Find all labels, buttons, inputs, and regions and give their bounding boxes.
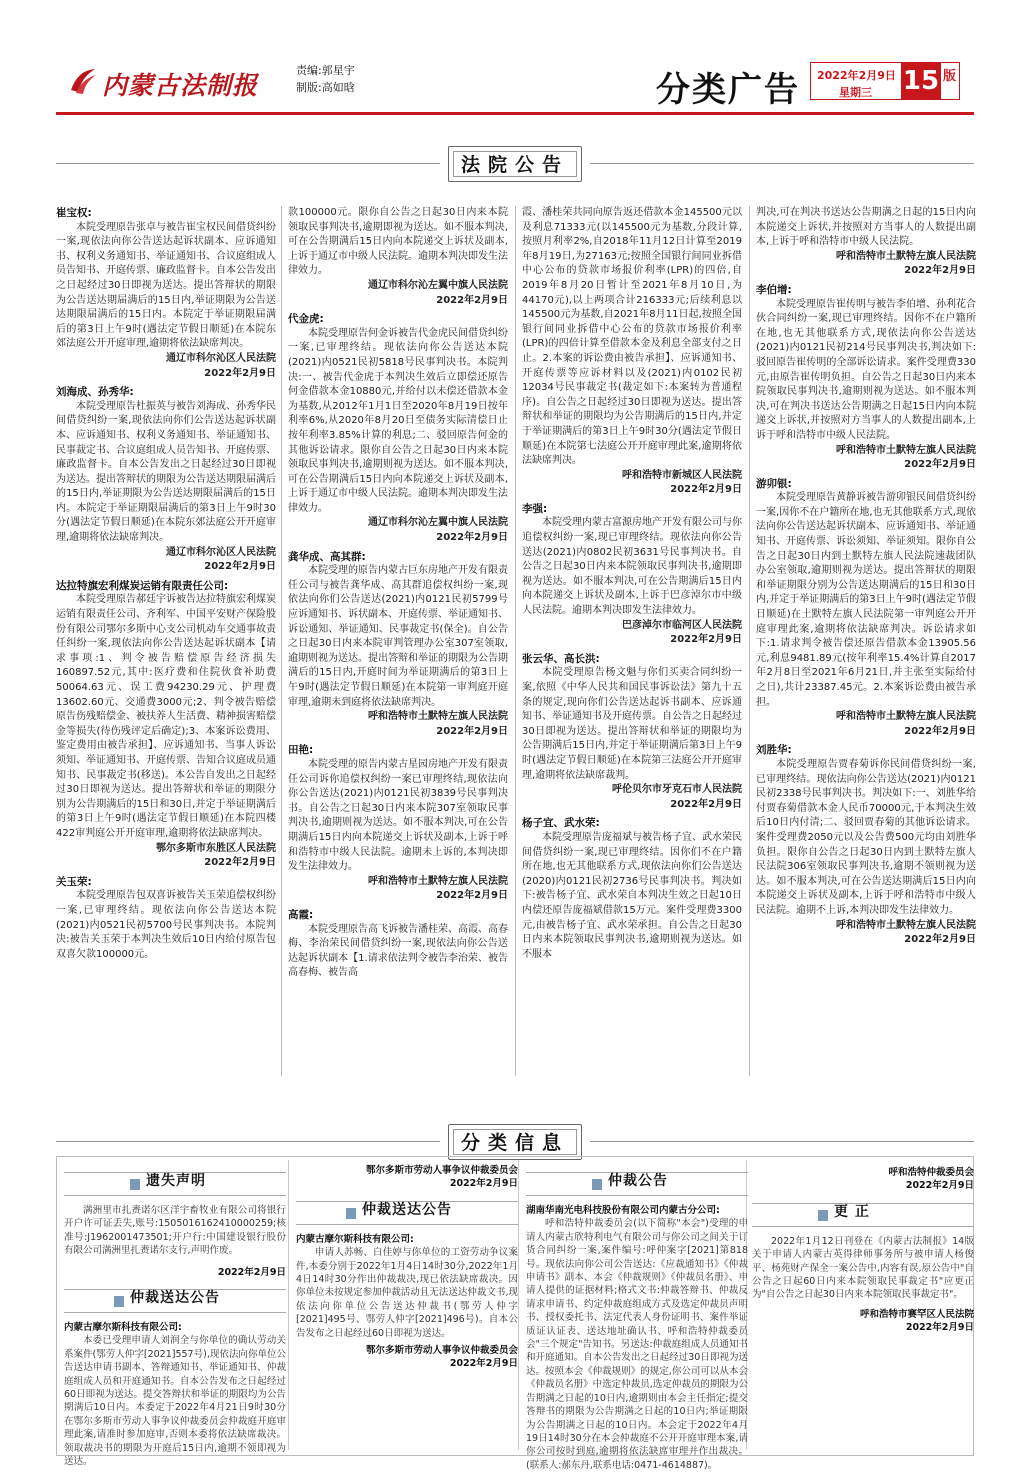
notice-addressee: 代金虎: bbox=[288, 313, 324, 326]
notice-date: 2022年2月9日 bbox=[436, 890, 508, 902]
notice-date: 2022年2月9日 bbox=[204, 367, 276, 379]
notice-body: 本院受理原告庞福斌与被告杨子宜、武水荣民间借贷纠纷一案,现已审理终结。因你们不在户籍所在地,也无其他联系方式,现依法向你们公告送达(2020)内0121民初2736号民事判决书。判决如下:被告杨子宜、武水荣自本判决生效之日起10日内偿还原告庞福斌借款15万元。案件受理费3300元,由被告杨子宜、武水荣承担。自公告之日起30日内来本院领取民事判决书,逾期则视为送达。如不服本 bbox=[522, 831, 742, 960]
court-notice bbox=[56, 579, 276, 871]
notice-addressee: 湖南华南光电科技股份有限公司内蒙古分公司: bbox=[526, 1205, 720, 1216]
notice-court: 通辽市科尔沁左翼中旗人民法院 bbox=[368, 517, 508, 529]
page-number: 15 bbox=[901, 63, 941, 99]
notice-column-2 bbox=[288, 206, 508, 1086]
notice-addressee: 崔宝权: bbox=[56, 207, 92, 219]
notice-court: 通辽市科尔沁左翼中旗人民法院 bbox=[368, 279, 508, 291]
notice-signature: 鄂尔多斯市劳动人事争议仲裁委员会 bbox=[365, 1345, 518, 1357]
producer-name: 制版:高如晗 bbox=[296, 81, 355, 94]
classified-banner bbox=[56, 1124, 974, 1160]
notice-addressee: 内蒙古摩尔斯科技有限公司: bbox=[296, 1233, 414, 1245]
column-divider bbox=[518, 1160, 519, 1450]
lost-notice-head: 遗失声明 bbox=[64, 1172, 286, 1196]
court-notice bbox=[56, 385, 276, 575]
notice-body: 霞、潘桂荣共同向原告返还借款本金145500元以及利息71333元(以145500元为基数,分段计算,按照月利率2%,自2018年11月12日计算至2019年8月19日,为27163元;按照全国银行间同业拆借中心公布的贷款市场报价利率(LPR)的四倍,自2019年8月20日暂计至2021年8月10日,为44170元),以上两项合计216333元;后续利息以145500元为基数,自2021年8月11日起,按照全国银行间同业拆借中心公布的贷款市场报价利率(LPR)的四倍计算至借款本金及利息全部支付之日止。2.本案的诉讼费由被告承担】、应诉通知书、开庭传票等应诉材料以及(2021)内0102民初12034号民事裁定书(裁定如下:本案转为普通程序)。自公告之日起经过30日即视为送达。提出答辩状和举证的期限均为公告期满后的15日内,并定于举证期满后的第3日上午9时30分(遇法定节假日顺延)在本院第七法庭公开开庭审理此案,逾期将依法缺席判决。 bbox=[522, 207, 742, 467]
notice-date: 2022年2月9日 bbox=[449, 1178, 518, 1190]
correction-head: 更 正 bbox=[752, 1203, 974, 1227]
notice-date: 2022年2月9日 bbox=[904, 459, 976, 471]
notice-date: 2022年2月9日 bbox=[204, 561, 276, 573]
court-notice bbox=[756, 283, 976, 473]
notice-addressee: 游卯银: bbox=[756, 477, 792, 490]
court-notice bbox=[288, 908, 508, 981]
notice-body: 本委已受理申请人刘润全与你单位的确认劳动关系案件(鄂劳人仲字[2021]557号),现依法向你单位公告送达申请书副本、答辩通知书、举证通知书、仲裁庭组成人员和开庭通知书。自本公告发布之日起经过60日即视为送达。提交答辩状和举证的期限均为公告期满后10日内。本委定于2022年4月21日9时30分在鄂尔多斯市劳动人事争议仲裁委员会仲裁庭开庭审理此案,请准时参加庭审,否则本委将依法缺席裁决。领取裁决书的期限为开庭后15日内,逾期不领即视为送达。 bbox=[64, 1335, 286, 1468]
banner-line-left bbox=[56, 163, 440, 164]
banner-line-right bbox=[590, 163, 974, 164]
notice-court: 鄂尔多斯市东胜区人民法院 bbox=[156, 842, 276, 854]
notice-addressee: 杨子宜、武水荣: bbox=[522, 817, 600, 830]
notice-date: 2022年2月9日 bbox=[670, 798, 742, 810]
notice-court: 呼和浩特市土默特左旗人民法院 bbox=[836, 711, 976, 723]
page-ban-label: 版 bbox=[943, 69, 957, 84]
issue-date: 2022年2月9日 bbox=[817, 69, 896, 82]
issue-weekday: 星期三 bbox=[839, 86, 872, 99]
classified-column-1 bbox=[64, 1162, 286, 1468]
court-notice bbox=[522, 502, 742, 648]
square-bullet-icon bbox=[346, 1208, 356, 1219]
court-notice bbox=[756, 206, 976, 279]
logo-swoosh-icon bbox=[68, 66, 98, 96]
editor-name: 责编:郭星宇 bbox=[296, 64, 355, 77]
notice-court: 呼和浩特市土默特左旗人民法院 bbox=[368, 875, 508, 887]
notice-addressee: 高霞: bbox=[288, 908, 314, 921]
logo-text: 内蒙古法制报 bbox=[102, 71, 259, 100]
notice-addressee: 龚华成、高其群: bbox=[288, 550, 366, 563]
notice-body: 申请人苏畅、白佳婷与你单位的工资劳动争议案件,本委分别于2022年1月4日14时30分,2022年1月4日14时30分作出仲裁裁决,现已依法缺席裁决。因你单位未按规定参加仲裁活动且无法送达仲裁文书,现依法向你单位公告送达仲裁书(鄂劳人仲字[2021]495号、鄂劳人仲字[2021]496号)。自本公告发布之日起经过60日即视为送达。 bbox=[296, 1247, 518, 1339]
classified-column-3 bbox=[526, 1162, 748, 1471]
notice-body: 本院受理的原告内蒙古星园房地产开发有限责任公司诉你追偿权纠纷一案已审理终结,现依法向你公告送达(2021)内0121民初3839号民事判决书。自公告之日起30日内来本院307室领取民事判决书,逾期则视为送达。如不服本判决,可在公告期满后15日内向本院递交上诉状及副本,上诉于呼和浩特市中级人民法院。逾期未上诉的,本判决即发生法律效力。 bbox=[288, 758, 508, 873]
court-notice bbox=[522, 206, 742, 498]
notice-court: 通辽市科尔沁区人民法院 bbox=[166, 352, 276, 364]
notice-body: 本院受理内蒙古富源房地产开发有限公司与你追偿权纠纷一案,现已审理终结。现依法向你公告送达(2021)内0802民初3631号民事判决书。自公告之日起30日内来本院领取民事判决书,逾期即视为送达。如不服本判决,可在公告期满后15日内向本院递交上诉状及副本,上诉于巴彦淖尔市中级人民法院。逾期本判决即发生法律效力。 bbox=[522, 517, 742, 617]
notice-column-3 bbox=[522, 206, 742, 1086]
notice-date: 2022年2月9日 bbox=[904, 934, 976, 946]
court-notice bbox=[288, 743, 508, 904]
notice-date: 2022年2月9日 bbox=[204, 857, 276, 869]
notice-court: 通辽市科尔沁区人民法院 bbox=[166, 546, 276, 558]
notice-column-4 bbox=[756, 206, 976, 1086]
notice-signature: 鄂尔多斯市劳动人事争议仲裁委员会 bbox=[365, 1165, 518, 1176]
court-notice bbox=[56, 206, 276, 381]
correction-body: 2022年1月12日刊登在《内蒙古法制报》14版关于申请人内蒙古英得律师事务所与被申请人杨俊平、杨苑财产保全一案公告中,内容有误,原公告中"自公告之日起60日内来本院领取民事裁定书"应更正为"自公告之日起30日内来本院领取民事裁定书"。 bbox=[752, 1235, 974, 1301]
square-bullet-icon bbox=[130, 1179, 140, 1190]
arbitration-serve-head: 仲裁送达公告 bbox=[64, 1289, 286, 1313]
notice-body: 本院受理原告贾春菊诉你民间借贷纠纷一案,已审理终结。现依法向你公告送达(2021)内0121民初2338号民事判决书。判决如下:一、刘胜华给付贾春菊借款本金人民币70000元,于本判决生效后10日内付清;二、驳回贾春菊的其他诉讼请求。案件受理费2050元以及公告费500元均由刘胜华负担。限你自公告之日起30日内到土默特左旗人民法院306室领取民事判决书,逾期不领则视为送达。如不服本判决,可在公告送达期满后15日内向本院递交上诉状及副本,上诉于呼和浩特市中级人民法院。逾期不上诉,本判决即发生法律效力。 bbox=[756, 758, 976, 916]
notice-court: 呼和浩特市土默特左旗人民法院 bbox=[836, 250, 976, 262]
notice-body: 本院受理原告杜振英与被告刘海成、孙秀华民间借贷纠纷一案,现依法向你们公告送达起诉状副本、应诉通知书、权利义务通知书、举证通知书、民事裁定书、合议庭组成人员告知书、开庭传票、廉政监督卡。自本公告发出之日起经过30日即视为送达。提出答辩状的期限为公告送达期限届满后的15日内,举证期限为公告送达期限届满后的15日内。本院定于举证期限届满后的第3日上午9时30分(遇法定节假日顺延)在本院东郊法庭公开开庭审理,逾期将依法缺席判决。 bbox=[56, 400, 276, 544]
date-box bbox=[810, 62, 960, 100]
notice-date: 2022年2月9日 bbox=[905, 1180, 974, 1192]
court-notice bbox=[288, 206, 508, 308]
notice-body: 呼和浩特仲裁委员会(以下简称"本会")受理的申请人内蒙古欣特利电气有限公司与你公司之间关于订货合同纠纷一案,案件编号:呼仲案字[2021]第818号。现依法向你公司公告送达:《应裁通知书》《仲裁申请书》副本、本会《仲裁规则》《仲裁员名册》、申请人提供的证据材料;格式文书:仲裁答辩书、仲裁反请求申请书、约定仲裁庭组成方式及选定仲裁员声明书、授权委托书、法定代表人身份证明书、案件举证质证认证表、送达地址确认书、呼和浩特仲裁委员会"三个规定"告知书。另送达:仲裁庭组成人员通知书和开庭通知。自本公告发出之日起经过30日即视为送达。按照本会《仲裁规则》的规定,你公司可以从本会《仲裁员名册》中选定仲裁员,选定仲裁员的期限为公告期满之日起的10日内,逾期则由本会主任指定;提交答辩书的期限为公告期满之日起的10日内;举证期限为公告期满之日起的10日内。本会定于2022年4月19日14时30分在本会仲裁庭不公开开庭审理本案,请你公司按时到庭,逾期将依法缺席审理并作出裁决。(联系人:郝东丹,联系电话:0471-4614887)。 bbox=[526, 1218, 748, 1471]
court-notice bbox=[756, 477, 976, 740]
banner-line-right bbox=[590, 1141, 974, 1142]
arbitration-serve-head: 仲裁送达公告 bbox=[296, 1201, 518, 1225]
notice-addressee: 内蒙古摩尔斯科技有限公司: bbox=[64, 1322, 182, 1334]
square-bullet-icon bbox=[114, 1296, 124, 1307]
notice-addressee: 李伯增: bbox=[756, 283, 792, 296]
notice-date: 2022年2月9日 bbox=[436, 532, 508, 544]
notice-body: 本院受理原告包双喜诉被告关玉荣追偿权纠纷一案,已审理终结。现依法向你公告送达本院(2021)内0521民初5700号民事判决书。本院判决:被告关玉荣于本判决生效后10日内给付原告包双喜欠款100000元。 bbox=[56, 890, 276, 960]
notice-body: 判决,可在判决书送达公告期满之日起的15日内向本院递交上诉状,并按照对方当事人的人数提出副本,上诉于呼和浩特市中级人民法院。 bbox=[756, 207, 976, 248]
column-divider bbox=[288, 1160, 289, 1450]
notice-court: 呼和浩特市土默特左旗人民法院 bbox=[368, 711, 508, 723]
court-notice bbox=[756, 743, 976, 947]
notice-court: 呼和浩特市土默特左旗人民法院 bbox=[836, 919, 976, 931]
banner-tag bbox=[448, 1124, 582, 1160]
banner-title: 法院公告 bbox=[453, 151, 577, 177]
square-bullet-icon bbox=[592, 1179, 602, 1190]
notice-column-1 bbox=[56, 206, 276, 1086]
lost-notice-date: 2022年2月9日 bbox=[217, 1266, 286, 1278]
column-divider bbox=[515, 206, 516, 1076]
notice-addressee: 田艳: bbox=[288, 744, 314, 757]
notice-court: 巴彦淖尔市临河区人民法院 bbox=[622, 619, 742, 631]
notice-date: 2022年2月9日 bbox=[904, 725, 976, 737]
notice-body: 本院受理原告高飞诉被告潘桂荣、高霞、高春梅、李治荣民间借贷纠纷一案,现依法向你公告送达起诉状副本【1.请求依法判令被告李治荣、被告高春梅、被告高 bbox=[288, 923, 508, 979]
notice-body: 本院受理原告张卓与被告崔宝权民间借贷纠纷一案,现依法向你公告送达起诉状副本、应诉通知书、权利义务通知书、举证通知书、合议庭组成人员告知书、开庭传票、廉政监督卡。自本公告发出之日起经过30日即视为送达。提出答辩状的期限为公告送达期届满后的15日内,举证期限为公告送达期限届满后的15日内。本院定于举证期限届满后的第3日上午9时(遇法定节假日顺延)在本院东郊法庭公开开庭审理,逾期将依法缺席判决。 bbox=[56, 221, 276, 350]
notice-body: 本院受理原告杨文魁与你们买卖合同纠纷一案,依照《中华人民共和国民事诉讼法》第九十五条的规定,现向你们公告送达起诉书副本、应诉通知书、举证通知书及开庭传票。自公告之日起经过30日即视为送达。提出答辩状和举证的期限均为公告期满后15日内,并定于举证期满后第3日上午9时(遇法定节假日顺延)在本院第三法庭公开开庭审理,逾期将依法缺席裁判。 bbox=[522, 667, 742, 781]
court-notice bbox=[56, 875, 276, 963]
notice-court: 呼和浩特市新城区人民法院 bbox=[622, 469, 742, 481]
editor-credits bbox=[296, 62, 355, 96]
notice-body: 本院受理原告黄静诉被告游卯银民间借贷纠纷一案,因你不在户籍所在地,也无其他联系方式,现依法向你公告送达起诉状副本、应诉通知书、举证通知书、开庭传票、诉讼须知、举证须知。限你自公告之日起30日内到土默特左旗人民法院速裁团队办公室领取,逾期则视为送达。提出答辩状的期限和举证期限分别为公告送达期满后的15日和30日内,并定于举证期满后的第3日上午9时(遇法定节假日顺延)在土默特左旗人民法院第一审判庭公开开庭审理此案,逾期将依法缺席判决。诉讼请求如下:1.请求判令被告偿还原告借款本金13905.56元,利息9481.89元(按年利率15.4%计算自2017年2月8日至2021年6月21日,并主张至实际给付之日),共计23387.45元。2.本案诉讼费由被告承担。 bbox=[756, 492, 976, 708]
notice-date: 2022年2月9日 bbox=[670, 634, 742, 646]
notice-date: 2022年2月9日 bbox=[904, 265, 976, 277]
notice-addressee: 刘胜华: bbox=[756, 744, 792, 757]
court-notice-banner bbox=[56, 146, 974, 182]
newspaper-logo bbox=[68, 64, 278, 98]
square-bullet-icon bbox=[818, 1210, 828, 1221]
notice-body: 本院受理原告崔传明与被告李伯增、孙利花合伙合同纠纷一案,现已审理终结。因你不在户籍所在地,也无其他联系方式,现依法向你公告送达(2021)内0121民初214号民事判决书,判决如下:驳回原告崔传明的全部诉讼请求。案件受理费330元,由原告崔传明负担。自公告之日起30日内来本院领取民事判决书,逾期则视为送达。如不服本判决,可在判决书送达公告期满之日起15日内向本院递交上诉状,并按照对方当事人的人数提出副本,上诉于呼和浩特市中级人民法院。 bbox=[756, 298, 976, 441]
notice-date: 2022年2月9日 bbox=[449, 1358, 518, 1370]
notice-date: 2022年2月9日 bbox=[436, 294, 508, 306]
section-title: 分类广告 bbox=[656, 70, 800, 110]
court-notice bbox=[522, 652, 742, 813]
notice-addressee: 达拉特旗宏利煤炭运销有限责任公司: bbox=[56, 579, 229, 592]
notice-body: 本院受理的原告内蒙古巨东房地产开发有限责任公司与被告龚华成、高其群追偿权纠纷一案,现依法向你们公告送达(2021)内0121民初5799号应诉通知书、诉状副本、开庭传票、举证通知书、诉讼通知、举证通知、民事裁定书(保全)。自公告之日起30日内来本院审判管理办公室307室领取,逾期则视为送达。提出答辩和举证的期限为公告期满后的15日内,开庭时间为举证期满后的第3日上午9时(遇法定节假日顺延)在本院第一审判庭开庭审理,逾期未到庭将依法缺席判决。 bbox=[288, 565, 508, 708]
notice-body: 本院受理原告郝廷宇诉被告达拉特旗宏利煤炭运销有限责任公司、齐利军、中国平安财产保险股份有限公司鄂尔多斯中心支公司机动车交通事故责任纠纷一案,现依法向你公告送达起诉状副本【请求事项:1、判令被告赔偿原告经济损失160897.52元,其中:医疗费和住院伙食补助费50064.63元、误工费94230.29元、护理费13602.60元、交通费3000元;2、判令被告赔偿原告伤残赔偿金、被扶养人生活费、精神损害赔偿金等损失(待伤残评定后确定);3、本案诉讼费用、鉴定费用由被告承担】、应诉通知书、当事人诉讼须知、举证通知书、开庭传票、告知合议庭成员通知书、民事裁定书(移送)。本公告自发出之日起经过30日即视为送达。提出答辩状和举证的期限分别为公告期满后的15日和30日,并定于举证期满后的第3日上午9时(遇法定节假日顺延)在本院四楼422审判庭公开开庭审理,逾期将依法缺席判决。 bbox=[56, 594, 276, 839]
column-divider bbox=[749, 206, 750, 1076]
notice-addressee: 关玉荣: bbox=[56, 875, 92, 888]
masthead bbox=[56, 56, 974, 108]
court-notice bbox=[522, 816, 742, 962]
arbitration-notice-head: 仲裁公告 bbox=[526, 1172, 748, 1196]
banner-line-left bbox=[56, 1141, 440, 1142]
notice-body: 本院受理原告何金诉被告代金虎民间借贷纠纷一案,已审理终结。现依法向你公告送达本院(2021)内0521民初5818号民事判决书。本院判决:一、被告代金虎于本判决生效后立即偿还原告何金借款本金10880元,并给付以未偿还借款本金为基数,从2012年1月1日至2020年8月19日按年利率6%,从2020年8月20日至债务实际清偿日止按年利率3.85%计算的利息;二、驳回原告何金的其他诉讼请求。限你自公告之日起30日内来本院领取民事判决书,逾期则视为送达。如不服本判决,可在公告期满后15日内向本院递交上诉状及副本,上诉于通辽市中级人民法院。逾期本判决即发生法律效力。 bbox=[288, 327, 508, 514]
court-notice bbox=[288, 550, 508, 740]
correction-date: 2022年2月9日 bbox=[905, 1322, 974, 1334]
notice-date: 2022年2月9日 bbox=[436, 725, 508, 737]
notice-body: 款100000元。限你自公告之日起30日内来本院领取民事判决书,逾期即视为送达。如不服本判决,可在公告期满后15日内向本院递交上诉状及副本,上诉于通辽市中级人民法院。逾期本判决即发生法律效力。 bbox=[288, 207, 508, 277]
notice-addressee: 李强: bbox=[522, 502, 548, 515]
notice-court: 呼和浩特市土默特左旗人民法院 bbox=[836, 444, 976, 456]
notice-date: 2022年2月9日 bbox=[670, 484, 742, 496]
classified-column-4 bbox=[752, 1162, 974, 1450]
correction-signature: 呼和浩特市赛罕区人民法院 bbox=[859, 1308, 974, 1320]
banner-tag bbox=[448, 146, 582, 182]
lost-notice-body: 满洲里市扎赉诺尔区洋宇畜牧业有限公司将银行开户许可证丢失,账号:1505016162410000259;核准号:J1962001473501;开户行:中国建设银行股份有限公司满洲里扎赉诺尔支行,声明作废。 bbox=[64, 1205, 286, 1257]
banner-title: 分类信息 bbox=[453, 1129, 577, 1155]
classified-column-2 bbox=[296, 1162, 518, 1450]
notice-addressee: 张云华、高长洪: bbox=[522, 652, 600, 665]
notice-addressee: 刘海成、孙秀华: bbox=[56, 386, 134, 399]
column-divider bbox=[281, 206, 282, 1076]
notice-court: 呼伦贝尔市牙克石市人民法院 bbox=[612, 784, 742, 796]
notice-signature: 呼和浩特仲裁委员会 bbox=[888, 1167, 974, 1178]
masthead-rule bbox=[56, 112, 974, 115]
court-notice bbox=[288, 312, 508, 546]
